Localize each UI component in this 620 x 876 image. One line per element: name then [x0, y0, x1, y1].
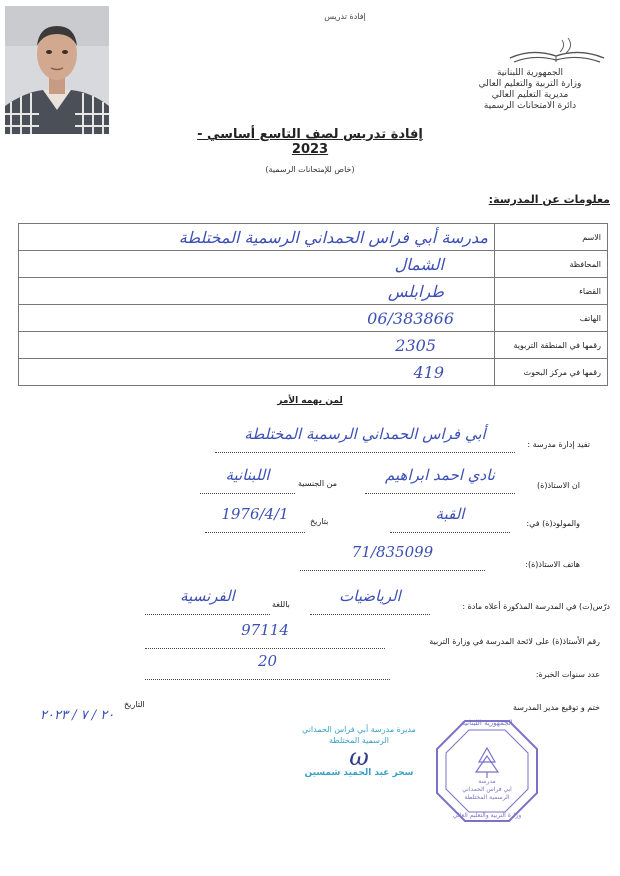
experience-label: عدد سنوات الخبرة:: [535, 670, 600, 679]
phone-value: 06/383866: [19, 305, 495, 332]
teacher-phone-label: هاتف الاستاذ(ة):: [525, 560, 580, 569]
school-info-table: [18, 223, 608, 386]
signature: ω: [349, 743, 369, 771]
table-row: [19, 251, 608, 278]
table-row: [19, 278, 608, 305]
table-row: [19, 332, 608, 359]
district-label: القضاء: [495, 278, 608, 305]
director-signature-block: [288, 724, 430, 778]
phone-label: الهاتف: [495, 305, 608, 332]
dob-value: 1976/4/1: [221, 505, 289, 523]
ministry-number-value: 97114: [241, 621, 289, 639]
table-row: [19, 224, 608, 251]
region-number-value: 2305: [19, 332, 495, 359]
document-title: إفادة تدريس لصف التاسع أساسي - 2023: [197, 127, 423, 157]
born-in-value: القبة: [435, 505, 465, 523]
school-info-heading: معلومات عن المدرسة:: [488, 193, 610, 206]
stamp-line: ابي فراس الحمداني: [462, 786, 512, 793]
research-number-label: رقمها في مركز البحوث: [495, 359, 608, 386]
ministry-header: [450, 68, 610, 112]
teacher-photo: [5, 6, 109, 134]
table-row: [19, 359, 608, 386]
teacher-value: نادي احمد ابراهيم: [385, 466, 495, 484]
teacher-phone-value: 71/835099: [351, 543, 434, 561]
taught-subject-label: درّس(ت) في المدرسة المذكورة أعلاه مادة :: [462, 602, 610, 611]
table-row: [19, 305, 608, 332]
ministry-logo: [506, 36, 608, 66]
nationality-value: اللبنانية: [225, 466, 270, 484]
document-subtitle: (خاص للإمتحانات الرسمية): [265, 165, 355, 174]
director-sign-label: ختم و توقيع مدير المدرسة: [512, 703, 600, 712]
school-statement-label: تفيد إدارة مدرسة :: [527, 440, 590, 449]
sig-line: الرسمية المختلطة: [328, 736, 389, 745]
language-label: باللغة: [272, 600, 290, 609]
research-number-value: 419: [19, 359, 495, 386]
header-line: وزارة التربية والتعليم العالي: [478, 79, 582, 89]
name-label: الاسم: [495, 224, 608, 251]
experience-value: 20: [257, 652, 278, 670]
district-value: طرابلس: [19, 278, 495, 305]
date-value: ٢٠ / ٧ / ٢٠٢٣: [40, 708, 115, 723]
director-name: سحر عبد الحميد شمسين: [304, 768, 414, 778]
stamp-line: الرسمية المختلطة: [464, 794, 510, 801]
name-value: مدرسة أبي فراس الحمداني الرسمية المختلطة: [19, 224, 495, 251]
region-number-label: رقمها في المنطقة التربوية: [495, 332, 608, 359]
top-caption: إفادة تدريس: [324, 12, 366, 21]
stamp-bottom-text: وزارة التربية والتعليم العالي: [452, 812, 522, 819]
to-whom-heading: لمن يهمه الأمر: [277, 396, 343, 406]
stamp-center-text: [434, 778, 540, 802]
born-in-label: والمولود(ة) في:: [526, 519, 580, 528]
governorate-value: الشمال: [19, 251, 495, 278]
school-statement-value: أبي فراس الحمداني الرسمية المختلطة: [244, 425, 486, 443]
date-label: التاريخ: [124, 700, 145, 709]
stamp-line: مدرسة: [478, 778, 496, 785]
dob-label: بتاريخ: [310, 517, 329, 526]
official-stamp: [434, 718, 540, 824]
header-line: دائرة الامتحانات الرسمية: [483, 101, 577, 111]
subject-value: الرياضيات: [339, 587, 401, 605]
stamp-top-text: الجمهورية اللبنانية: [461, 719, 513, 727]
nationality-label: من الجنسية: [298, 479, 337, 488]
header-line: الجمهورية اللبنانية: [496, 68, 564, 78]
language-value: الفرنسية: [180, 587, 235, 605]
governorate-label: المحافظة: [495, 251, 608, 278]
sig-line: مديرة مدرسة أبي فراس الحمداني: [302, 725, 416, 734]
header-line: مديرية التعليم العالي: [491, 90, 569, 100]
ministry-number-label: رقم الأستاذ(ة) على لائحة المدرسة في وزارة التربية: [429, 637, 600, 646]
teacher-label: ان الاستاذ(ة): [537, 481, 580, 490]
